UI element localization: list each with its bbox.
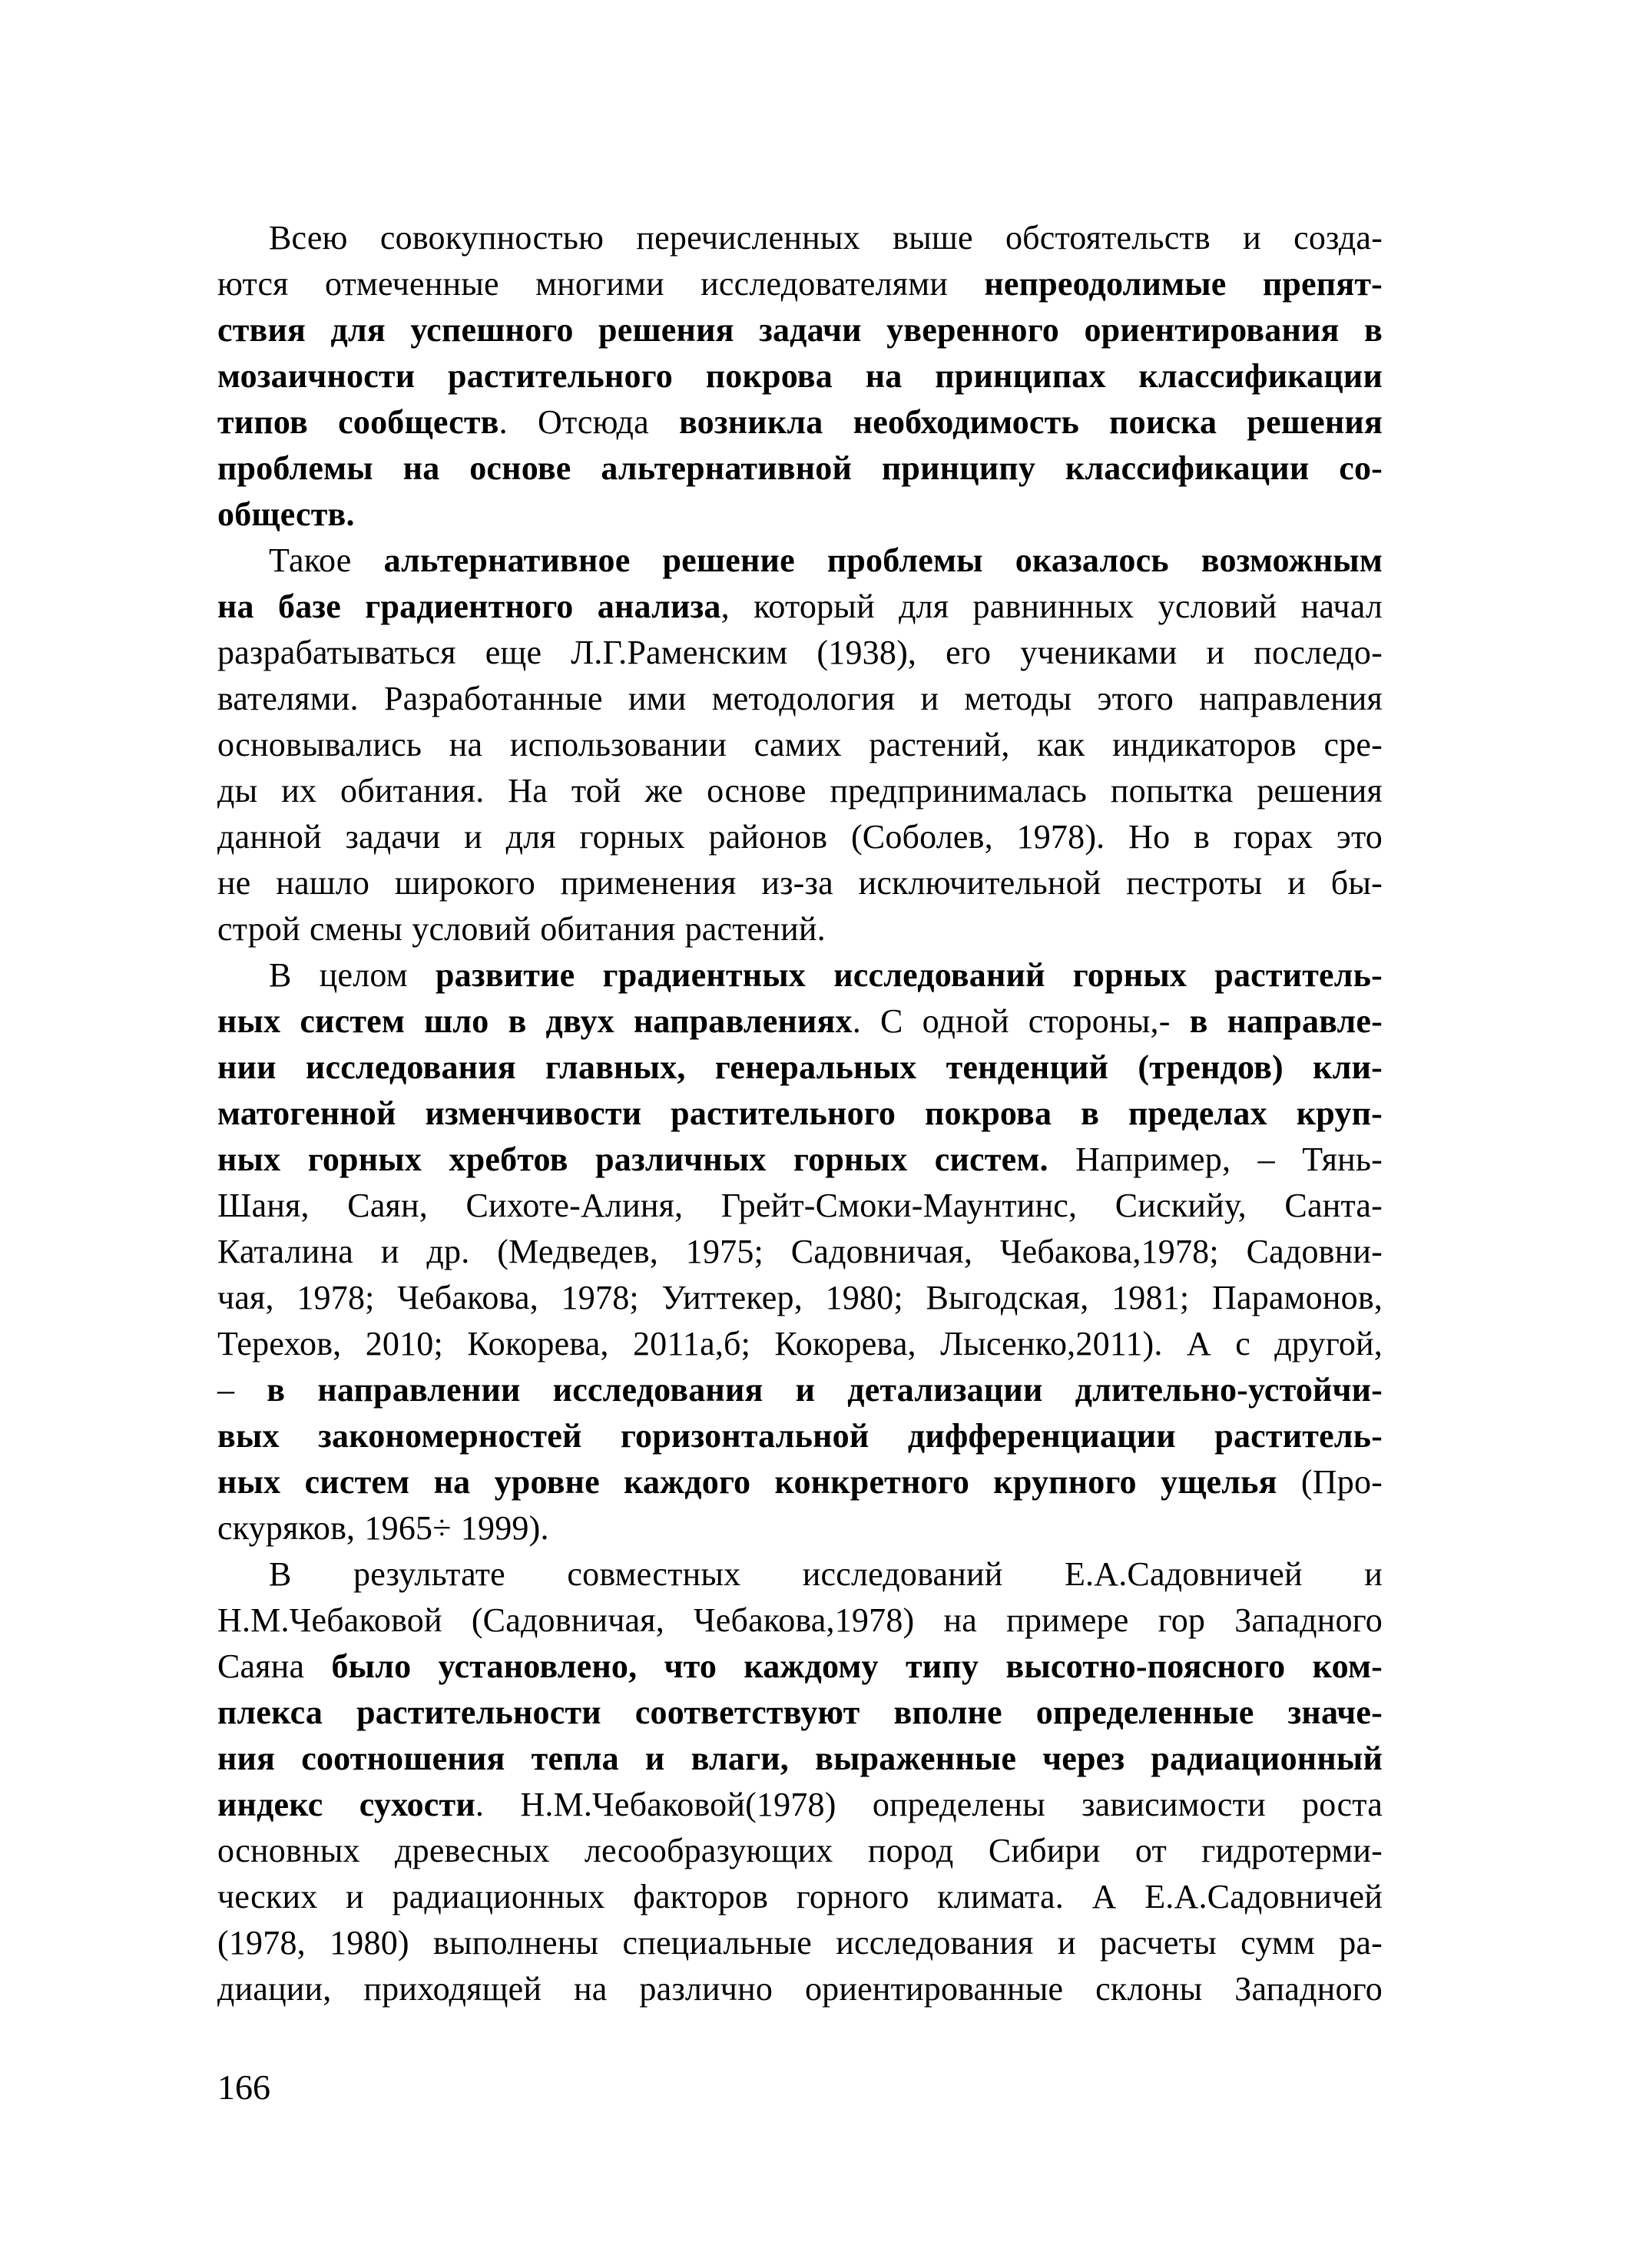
bold-text-run: проблемы на основе альтернативной принципу классификации со- <box>217 449 1383 487</box>
bold-text-run: возникла необходимость поиска решения <box>679 403 1383 441</box>
text-line <box>217 1367 1383 1413</box>
text-run: Такое <box>269 541 384 579</box>
text-line <box>217 1920 1383 1966</box>
text-run: , который для равнинных условий начал <box>720 588 1383 625</box>
text-line <box>217 584 1383 630</box>
text-line <box>217 768 1383 814</box>
bold-text-run: ных систем шло в двух направлениях <box>217 1002 853 1040</box>
text-line <box>217 307 1383 353</box>
text-line <box>217 1966 1383 2012</box>
text-run: Например, – Тянь- <box>1048 1141 1383 1178</box>
text-line <box>217 1828 1383 1874</box>
text-run: . Н.М.Чебаковой(1978) определены зависимости роста <box>475 1786 1383 1823</box>
bold-text-run: развитие градиентных исследований горных раститель- <box>435 956 1383 994</box>
text-line <box>217 998 1383 1045</box>
bold-text-run: на базе градиентного анализа <box>217 588 721 625</box>
text-run: основывались на использовании самих растений, как индикаторов сре- <box>217 726 1383 763</box>
text-run: Саяна <box>217 1647 332 1685</box>
text-line <box>217 353 1383 399</box>
text-run: Терехов, 2010; Кокорева, 2011а,б; Кокорева, Лысенко,2011). А с другой, <box>217 1325 1383 1362</box>
bold-text-run: в направле- <box>1189 1002 1383 1040</box>
text-line <box>217 399 1383 445</box>
text-line <box>217 538 1383 584</box>
text-line <box>217 445 1383 492</box>
text-line <box>217 1413 1383 1459</box>
bold-text-run: индекс сухости <box>217 1786 475 1823</box>
text-line <box>217 1551 1383 1598</box>
text-run: (1978, 1980) выполнены специальные исследования и расчеты сумм ра- <box>217 1924 1383 1962</box>
text-line <box>217 1183 1383 1229</box>
text-line <box>217 261 1383 307</box>
text-line <box>217 1782 1383 1828</box>
text-line <box>217 1598 1383 1644</box>
text-line <box>217 952 1383 998</box>
text-line <box>217 492 1383 538</box>
text-run: строй смены условий обитания растений. <box>217 910 826 948</box>
text-line <box>217 722 1383 768</box>
text-run: – <box>217 1371 267 1409</box>
text-run: скуряков, 1965÷ 1999). <box>217 1509 549 1547</box>
text-block <box>217 215 1383 2012</box>
text-line <box>217 215 1383 261</box>
text-run: Шаня, Саян, Сихоте-Алиня, Грейт-Смоки-Маунтинс, Сискийу, Санта- <box>217 1187 1383 1224</box>
text-run: . С одной стороны,- <box>852 1002 1190 1040</box>
text-run: диации, приходящей на различно ориентированные склоны Западного <box>217 1970 1383 2008</box>
text-run: . Отсюда <box>499 403 679 441</box>
bold-text-run: ных горных хребтов различных горных систем. <box>217 1141 1048 1178</box>
bold-text-run: мозаичности растительного покрова на принципах классификации <box>217 357 1383 395</box>
text-line <box>217 1275 1383 1321</box>
text-run: ются отмеченные многими исследователями <box>217 265 985 303</box>
text-run: Каталина и др. (Медведев, 1975; Садовничая, Чебакова,1978; Садовни- <box>217 1233 1383 1270</box>
text-line <box>217 1459 1383 1505</box>
page-number: 166 <box>217 2068 270 2107</box>
text-run: В результате совместных исследований Е.А.Садовничей и <box>269 1555 1383 1593</box>
text-run: Всею совокупностью перечисленных выше обстоятельств и созда- <box>269 219 1383 257</box>
text-run: основных древесных лесообразующих пород Сибири от гидротерми- <box>217 1832 1383 1869</box>
text-line <box>217 860 1383 906</box>
bold-text-run: в направлении исследования и детализации длительно-устойчи- <box>267 1371 1383 1409</box>
text-line <box>217 1874 1383 1920</box>
text-line <box>217 1644 1383 1690</box>
text-line <box>217 1091 1383 1137</box>
text-line <box>217 1229 1383 1275</box>
bold-text-run: вых закономерностей горизонтальной дифференциации раститель- <box>217 1417 1383 1455</box>
text-line <box>217 1690 1383 1736</box>
text-run: ческих и радиационных факторов горного климата. А Е.А.Садовничей <box>217 1878 1383 1915</box>
text-run: чая, 1978; Чебакова, 1978; Уиттекер, 1980; Выгодская, 1981; Парамонов, <box>217 1279 1383 1316</box>
text-line <box>217 1321 1383 1367</box>
bold-text-run: нии исследования главных, генеральных тенденций (трендов) кли- <box>217 1048 1383 1086</box>
text-run: Н.М.Чебаковой (Садовничая, Чебакова,1978) на примере гор Западного <box>217 1601 1383 1639</box>
bold-text-run: ния соотношения тепла и влаги, выраженные через радиационный <box>217 1740 1383 1777</box>
text-line <box>217 906 1383 952</box>
text-line <box>217 1505 1383 1551</box>
bold-text-run: типов сообществ <box>217 403 499 441</box>
bold-text-run: ных систем на уровне каждого конкретного крупного ущелья <box>217 1463 1277 1501</box>
text-line <box>217 676 1383 722</box>
text-line <box>217 1137 1383 1183</box>
bold-text-run: обществ. <box>217 495 355 533</box>
bold-text-run: непреодолимые препят- <box>984 265 1383 303</box>
bold-text-run: было установлено, что каждому типу высотно-поясного ком- <box>331 1647 1383 1685</box>
text-run: не нашло широкого применения из-за исключительной пестроты и бы- <box>217 864 1383 902</box>
text-line <box>217 1045 1383 1091</box>
bold-text-run: альтернативное решение проблемы оказалось возможным <box>383 541 1383 579</box>
text-line <box>217 1736 1383 1782</box>
bold-text-run: ствия для успешного решения задачи уверенного ориентирования в <box>217 311 1383 349</box>
text-run: (Про- <box>1277 1463 1383 1501</box>
text-run: ды их обитания. На той же основе предпринималась попытка решения <box>217 772 1383 810</box>
bold-text-run: плекса растительности соответствуют вполне определенные значе- <box>217 1694 1383 1731</box>
text-run: вателями. Разработанные ими методология и методы этого направления <box>217 680 1383 717</box>
text-run: разрабатываться еще Л.Г.Раменским (1938), его учениками и последо- <box>217 634 1383 671</box>
text-run: данной задачи и для горных районов (Соболев, 1978). Но в горах это <box>217 818 1383 856</box>
text-run: В целом <box>269 956 436 994</box>
text-line <box>217 630 1383 676</box>
bold-text-run: матогенной изменчивости растительного покрова в пределах круп- <box>217 1094 1383 1132</box>
text-line <box>217 814 1383 860</box>
